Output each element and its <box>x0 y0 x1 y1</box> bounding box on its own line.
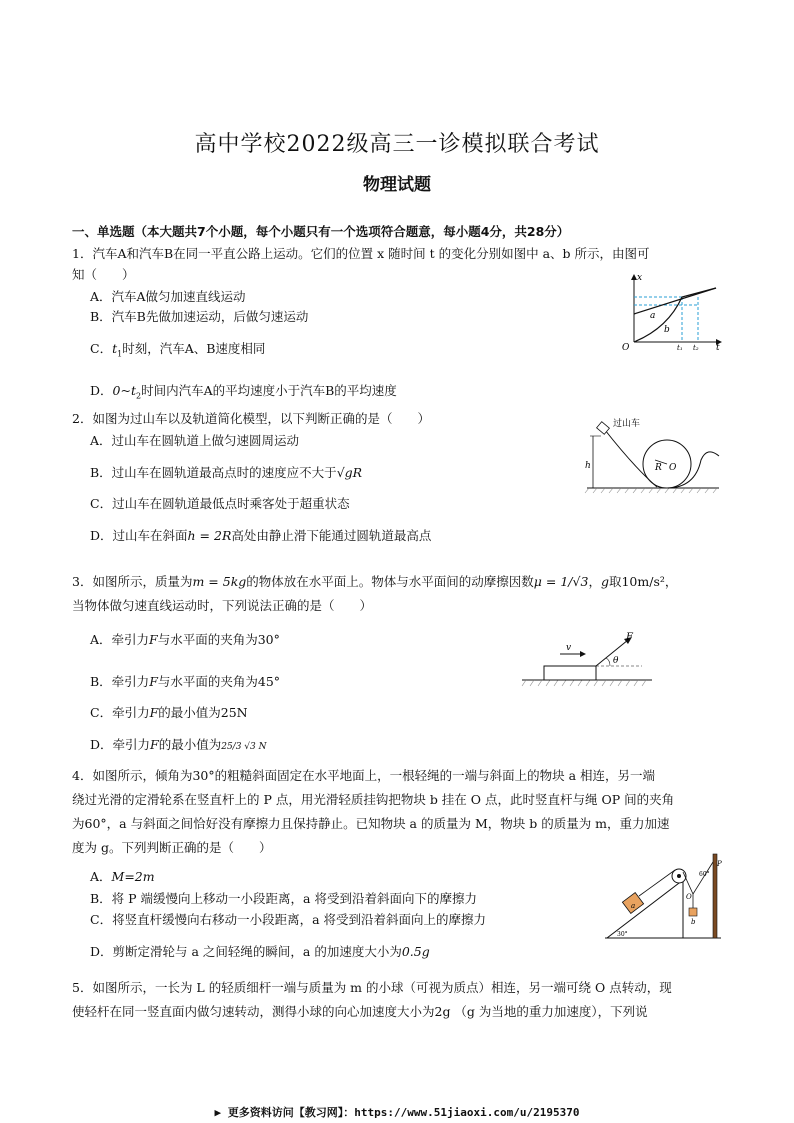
q1-graph-x-label: x <box>637 273 643 283</box>
q1-option-a: A．汽车A做匀加速直线运动 <box>90 289 246 304</box>
q3-option-d-value: 25/3 √3 N <box>221 742 267 752</box>
q2-option-d-prefix: D．过山车在斜面 <box>90 528 188 543</box>
q3-g-symbol: g <box>600 574 609 589</box>
q4-option-d-formula: 0.5g <box>401 944 430 959</box>
q1-option-b: B．汽车B先做加速运动，后做匀速运动 <box>90 309 309 324</box>
q1-stem-line2: 知（ ） <box>72 267 135 282</box>
q2-option-c: C．过山车在圆轨道最低点时乘客处于超重状态 <box>90 496 350 511</box>
q3-option-b <box>90 673 280 691</box>
q4-figure-p-label: P <box>717 860 722 868</box>
q1-option-d <box>90 382 397 406</box>
q4-figure-a-label: a <box>631 902 636 910</box>
q2-option-b <box>90 464 362 482</box>
section-heading: 一、单选题（本大题共7个小题，每个小题只有一个选项符合题意，每小题4分，共28分） <box>72 224 570 239</box>
q1-option-c-symbol: t <box>112 341 118 356</box>
q4-option-d <box>90 943 430 961</box>
q3-figure-theta-label: θ <box>613 656 619 666</box>
q3-option-b-prefix: B．牵引力 <box>90 674 150 689</box>
q2-option-a: A．过山车在圆轨道上做匀速圆周运动 <box>90 433 300 448</box>
q1-graph-t1-label: t₁ <box>677 344 683 350</box>
q2-figure-car-label: 过山车 <box>613 419 641 429</box>
q2-option-b-text: B．过山车在圆轨道最高点时的速度应不大于 <box>90 465 337 480</box>
q1-graph-t-label: t <box>716 343 720 350</box>
q1-graph-origin-label: O <box>622 343 630 350</box>
q2-option-b-formula: √gR <box>336 465 363 480</box>
q1-graph-b-label: b <box>664 325 670 335</box>
q4-option-b: B．将 P 端缓慢向上移动一小段距离，a 将受到沿着斜面向下的摩擦力 <box>90 891 477 906</box>
q3-option-b-text: 与水平面的夹角为45° <box>157 674 281 689</box>
q4-figure-o-label: O <box>686 893 692 901</box>
q3-option-c-symbol: F <box>149 705 159 720</box>
q2-figure-r-label: R <box>655 463 662 473</box>
q4-figure-angle-label: 30° <box>617 931 628 938</box>
q3-stem-comma: ， <box>588 574 601 589</box>
footer-resource-link[interactable]: ▶ 更多资料访问【教习网】：https://www.51jiaoxi.com/u/2195370 <box>214 1106 580 1119</box>
q3-option-a-text: 与水平面的夹角为30° <box>157 632 280 647</box>
q3-option-b-symbol: F <box>149 674 158 689</box>
q1-graph-t2-label: t₂ <box>693 344 699 350</box>
q3-option-a <box>90 631 280 649</box>
q4-stem-line4: 度为 g。下列判断正确的是（ ） <box>72 840 272 855</box>
q3-option-c-prefix: C．牵引力 <box>90 705 150 720</box>
q4-stem-line1: 4．如图所示，倾角为30°的粗糙斜面固定在水平地面上，一根轻绳的一端与斜面上的物块 a 相连，另一端 <box>72 768 656 783</box>
q2-stem: 2．如图为过山车以及轨道简化模型，以下判断正确的是（ ） <box>72 411 430 426</box>
q3-friction-formula: μ = 1/√3 <box>533 574 589 589</box>
q3-option-d-text: 的最小值为 <box>158 737 222 752</box>
q3-stem-line2: 当物体做匀速直线运动时，下列说法正确的是（ ） <box>72 598 373 613</box>
q1-option-c <box>90 340 265 364</box>
q3-option-c-text: 的最小值为25N <box>158 705 248 720</box>
q1-option-d-symbol: 0~t <box>112 383 136 398</box>
q1-option-d-prefix: D． <box>90 383 113 398</box>
q1-option-c-prefix: C． <box>90 341 113 356</box>
q1-option-d-subscript: 2 <box>135 391 142 401</box>
q1-option-d-text: 时间内汽车A的平均速度小于汽车B的平均速度 <box>141 383 397 398</box>
q2-roller-coaster-figure <box>583 416 723 496</box>
q3-option-a-symbol: F <box>149 632 158 647</box>
q3-option-d-prefix: D．牵引力 <box>90 737 151 752</box>
q1-position-time-graph <box>620 270 725 350</box>
q3-stem-text2: 的物体放在水平面上。物体与水平面间的动摩擦因数 <box>246 574 534 589</box>
q2-option-d-formula: h = 2R <box>187 528 232 543</box>
q1-stem-line1: 1．汽车A和汽车B在同一平直公路上运动。它们的位置 x 随时间 t 的变化分别如图中 a、b 所示，由图可 <box>72 246 650 261</box>
q1-option-c-subscript: 1 <box>117 349 123 359</box>
q1-graph-a-label: a <box>650 311 656 321</box>
q1-option-c-text: 时刻，汽车A、B速度相同 <box>122 341 266 356</box>
q4-option-a-formula: M=2m <box>111 869 155 884</box>
q4-option-a-prefix: A． <box>90 869 112 884</box>
q4-stem-line3: 为60°，a 与斜面之间恰好没有摩擦力且保持静止。已知物块 a 的质量为 M，物块 b 的质量为 m，重力加速 <box>72 816 670 831</box>
q4-incline-pulley-figure <box>603 852 723 942</box>
q5-stem-line1: 5．如图所示，一长为 L 的轻质细杆一端与质量为 m 的小球（可视为质点）相连，另一端可绕 O 点转动，现 <box>72 980 672 995</box>
q3-mass-formula: m = 5kg <box>192 574 247 589</box>
exam-title: 高中学校2022级高三一诊模拟联合考试 <box>194 132 600 157</box>
q2-option-d <box>90 527 431 545</box>
q3-option-c <box>90 704 248 722</box>
q3-option-d <box>90 736 267 756</box>
q4-option-c: C．将竖直杆缓慢向右移动一小段距离，a 将受到沿着斜面向上的摩擦力 <box>90 912 486 927</box>
q3-stem-text1: 3．如图所示，质量为 <box>72 574 193 589</box>
q4-stem-line2: 绕过光滑的定滑轮系在竖直杆上的 P 点，用光滑轻质挂钩把物块 b 挂在 O 点，此时竖直杆与绳 OP 间的夹角 <box>72 792 675 807</box>
exam-subject: 物理试题 <box>363 175 431 195</box>
q5-stem-line2: 使轻杆在同一竖直面内做匀速转动，测得小球的向心加速度大小为2g （g 为当地的重力加速度），下列说 <box>72 1004 648 1019</box>
q3-stem-line1 <box>72 570 727 594</box>
q3-option-d-symbol: F <box>150 737 159 752</box>
q2-figure-o-label: O <box>669 463 677 473</box>
q3-figure-f-label: F <box>626 632 633 643</box>
q3-force-figure <box>520 630 655 690</box>
q4-option-a <box>90 868 155 886</box>
q3-option-a-prefix: A．牵引力 <box>90 632 150 647</box>
q4-option-d-text: D．剪断定滑轮与 a 之间轻绳的瞬间，a 的加速度大小为 <box>90 944 402 959</box>
q4-figure-b-label: b <box>691 918 696 926</box>
q3-stem-text3: 取10m/s²， <box>608 574 678 589</box>
q4-figure-60-label: 60° <box>699 871 710 878</box>
q3-figure-v-label: v <box>566 643 572 653</box>
q2-figure-h-label: h <box>585 461 591 471</box>
q2-option-d-text: 高处由静止滑下能通过圆轨道最高点 <box>231 528 432 543</box>
